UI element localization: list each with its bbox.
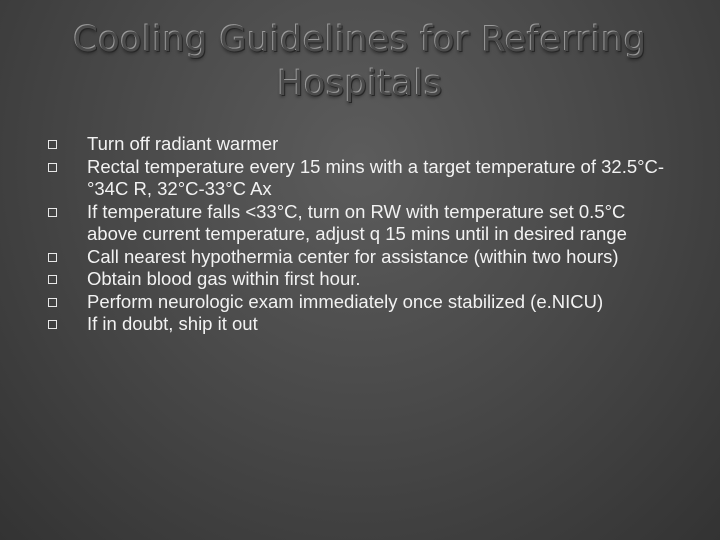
bullet-item bbox=[48, 133, 678, 156]
bullet-list bbox=[48, 133, 678, 336]
bullet-text: Obtain blood gas within first hour. bbox=[87, 268, 361, 289]
bullet-item bbox=[48, 156, 678, 201]
hollow-square-bullet-icon bbox=[48, 208, 57, 217]
bullet-item bbox=[48, 201, 678, 246]
hollow-square-bullet-icon bbox=[48, 163, 57, 172]
bullet-item bbox=[48, 268, 678, 291]
hollow-square-bullet-icon bbox=[48, 275, 57, 284]
bullet-item bbox=[48, 246, 678, 269]
bullet-text: If in doubt, ship it out bbox=[87, 313, 258, 334]
bullet-text: If temperature falls <33°C, turn on RW with temperature set 0.5°C above current temperature, adjust q 15 mins until in desired range bbox=[87, 200, 627, 244]
bullet-text: Rectal temperature every 15 mins with a target temperature of 32.5°C- °34C R, 32°C-33°C Ax bbox=[87, 155, 665, 199]
hollow-square-bullet-icon bbox=[48, 298, 57, 307]
hollow-square-bullet-icon bbox=[48, 253, 57, 262]
bullet-item bbox=[48, 291, 678, 314]
bullet-text: Turn off radiant warmer bbox=[87, 133, 279, 154]
bullet-item bbox=[48, 313, 678, 336]
hollow-square-bullet-icon bbox=[48, 140, 57, 149]
bullet-text: Call nearest hypothermia center for assistance (within two hours) bbox=[87, 245, 619, 267]
slide-title: Cooling Guidelines for Referring Hospitals bbox=[73, 20, 647, 104]
bullet-text: Perform neurologic exam immediately once stabilized (e.NICU) bbox=[87, 290, 604, 312]
hollow-square-bullet-icon bbox=[48, 320, 57, 329]
